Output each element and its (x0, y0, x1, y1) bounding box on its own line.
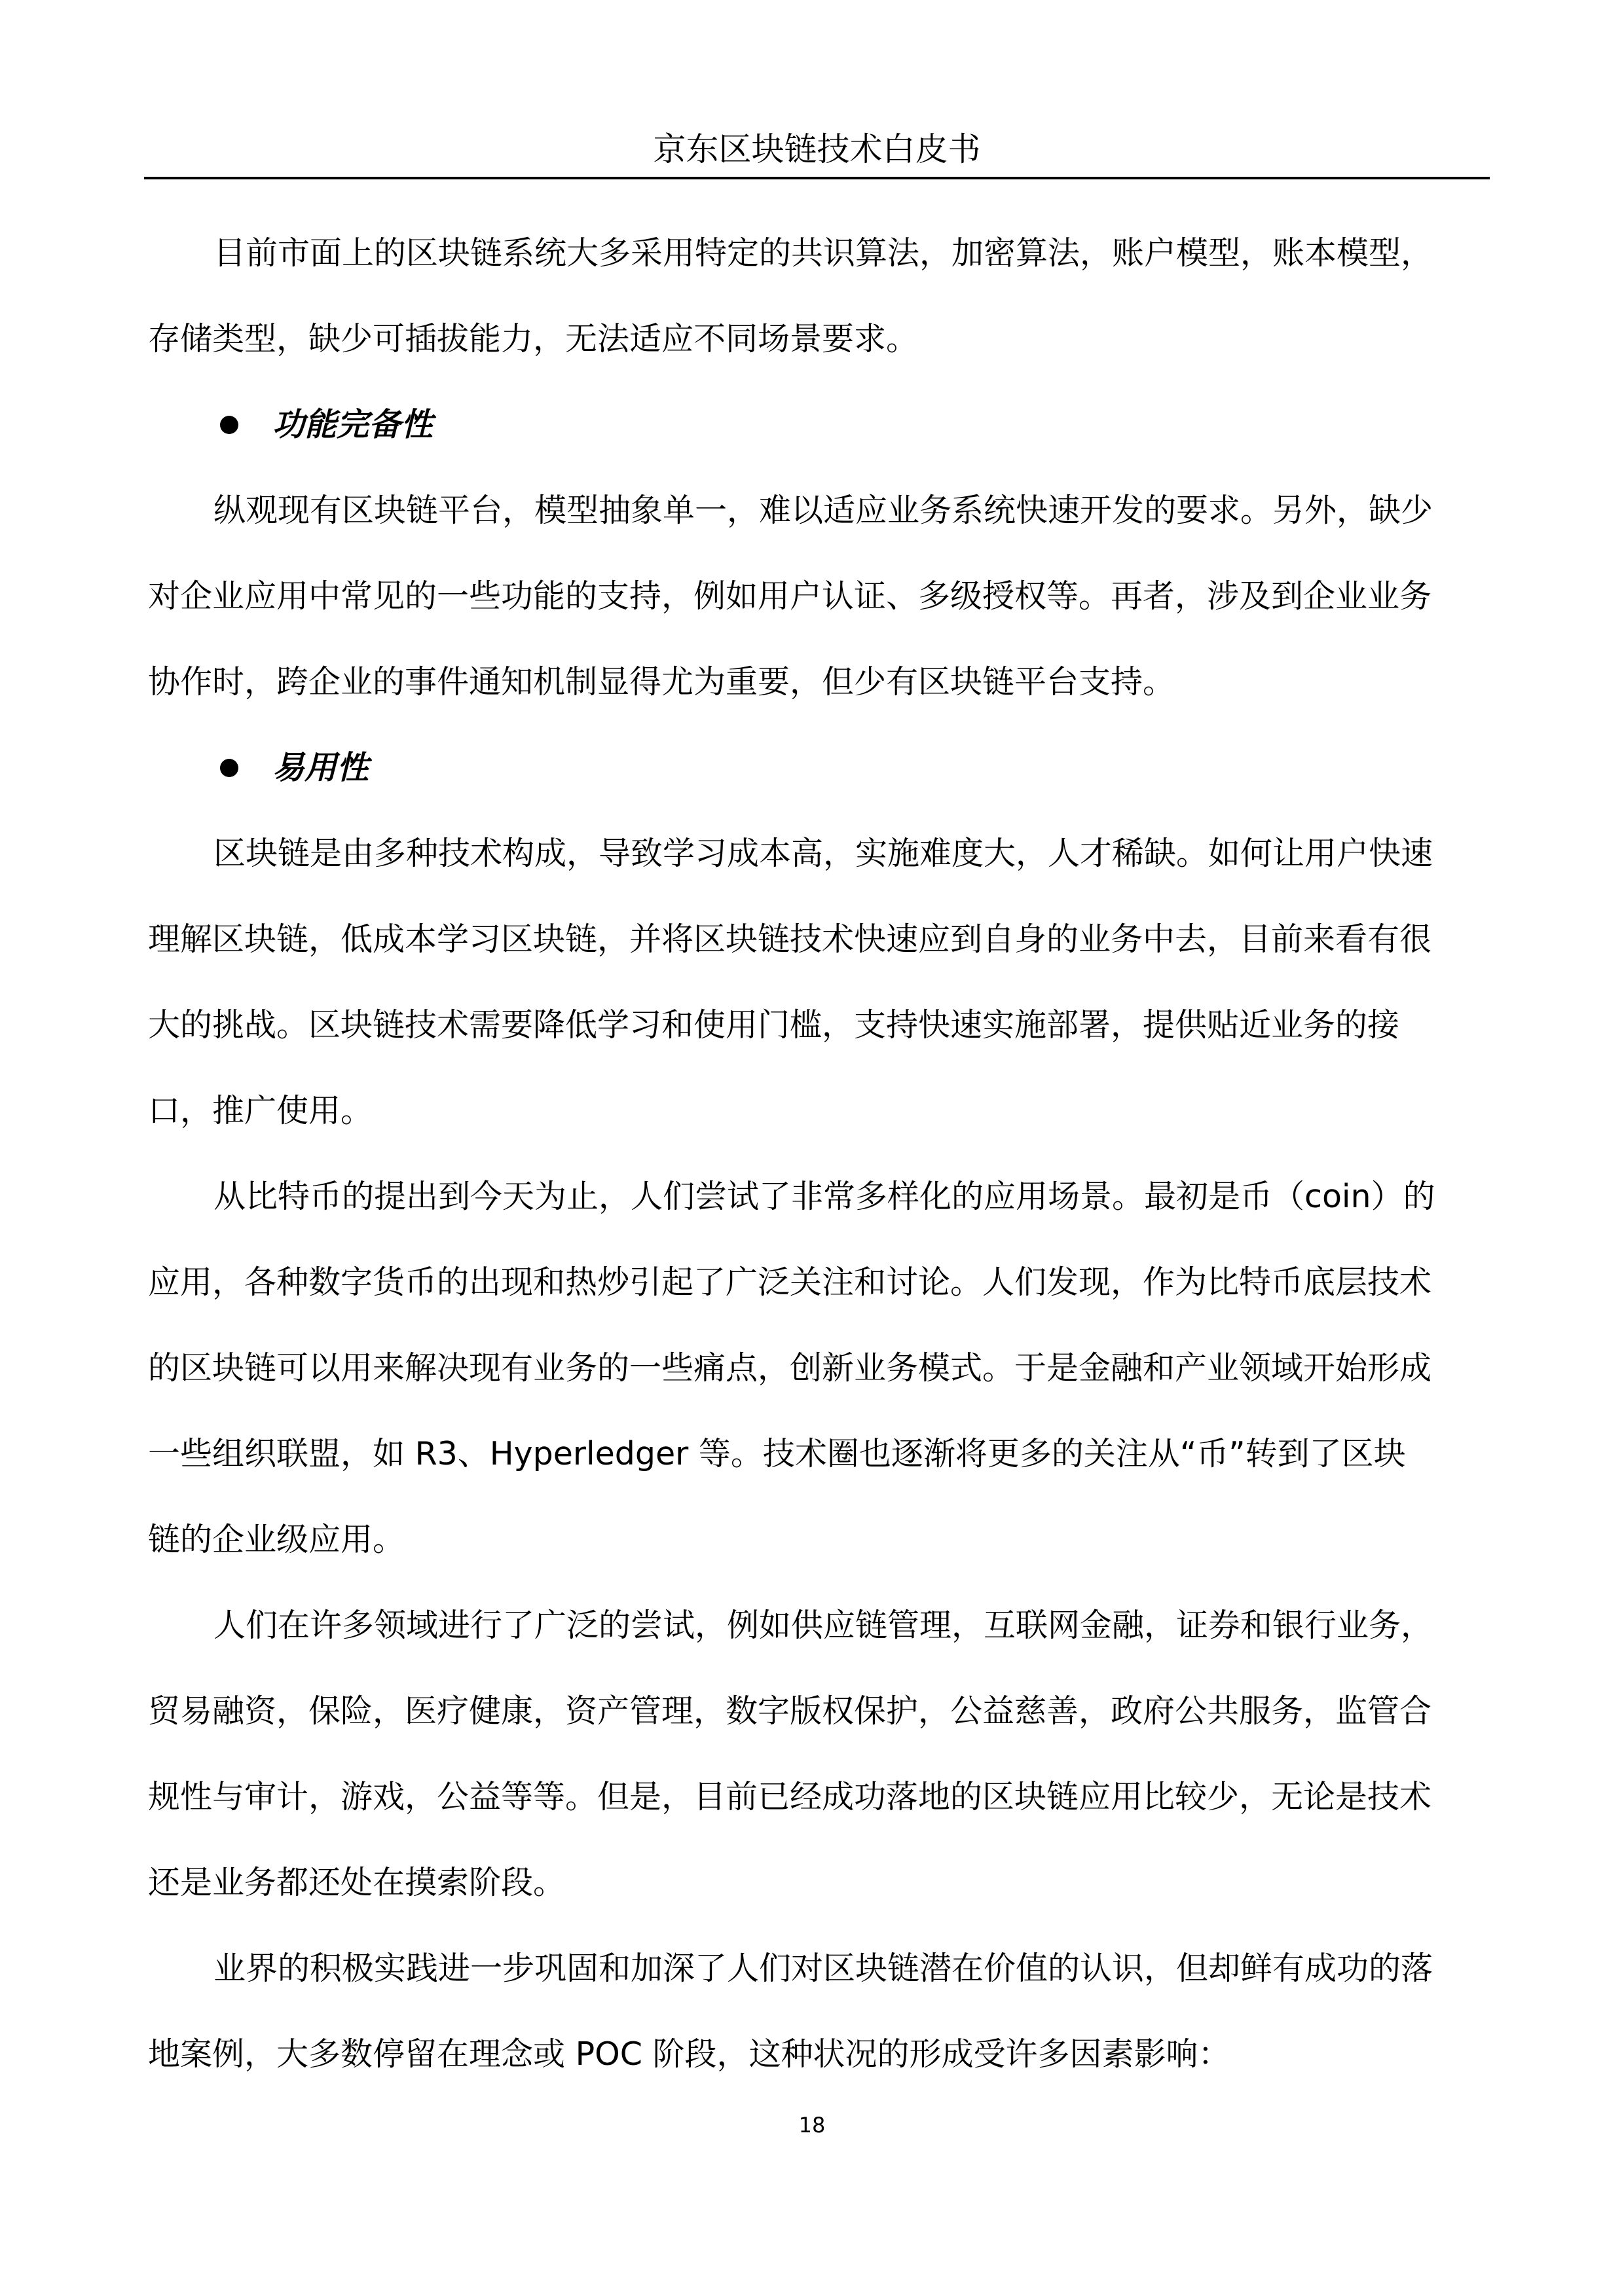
text-line: 一些组织联盟，如 R3、Hyperledger 等。技术圈也逐渐将更多的关注从“币”转到了区块 (148, 1435, 1406, 1472)
text-line: 大的挑战。区块链技术需要降低学习和使用门槛，支持快速实施部署，提供贴近业务的接 (148, 1006, 1400, 1044)
text-line: 目前市面上的区块链系统大多采用特定的共识算法，加密算法，账户模型，账本模型， (213, 234, 1433, 272)
text-line: 业界的积极实践进一步巩固和加深了人们对区块链潜在价值的认识，但却鲜有成功的落 (213, 1950, 1433, 1987)
text-line: 规性与审计，游戏，公益等等。但是，目前已经成功落地的区块链应用比较少，无论是技术 (148, 1778, 1432, 1815)
bullet-heading (148, 725, 1477, 811)
text-line: 存储类型，缺少可插拔能力，无法适应不同场景要求。 (148, 320, 919, 357)
bullet-icon (220, 416, 238, 434)
paragraph (148, 1582, 1477, 1925)
paragraph (148, 467, 1477, 725)
paragraph (148, 1154, 1477, 1582)
paragraph (148, 210, 1477, 382)
text-line: 口，推广使用。 (148, 1092, 373, 1129)
text-line: 人们在许多领域进行了广泛的尝试，例如供应链管理，互联网金融，证券和银行业务， (213, 1607, 1433, 1644)
page-number: 18 (798, 2113, 826, 2138)
text-line: 应用，各种数字货币的出现和热炒引起了广泛关注和讨论。人们发现，作为比特币底层技术 (148, 1264, 1432, 1301)
text-line: 区块链是由多种技术构成，导致学习成本高，实施难度大，人才稀缺。如何让用户快速 (213, 835, 1433, 872)
paragraph (148, 811, 1477, 1154)
text-line: 纵观现有区块链平台，模型抽象单一，难以适应业务系统快速开发的要求。另外，缺少 (213, 492, 1433, 529)
text-line: 的区块链可以用来解决现有业务的一些痛点，创新业务模式。于是金融和产业领域开始形成 (148, 1349, 1432, 1387)
page-header (144, 122, 1490, 179)
document-title: 京东区块链技术白皮书 (653, 130, 981, 168)
text-line: 地案例，大多数停留在理念或 POC 阶段，这种状况的形成受许多因素影响： (148, 2035, 1230, 2073)
text-line: 对企业应用中常见的一些功能的支持，例如用户认证、多级授权等。再者，涉及到企业业务 (148, 577, 1432, 615)
bullet-heading (148, 382, 1477, 467)
bullet-icon (220, 759, 238, 777)
text-line: 理解区块链，低成本学习区块链，并将区块链技术快速应到自身的业务中去，目前来看有很 (148, 920, 1432, 958)
text-line: 从比特币的提出到今天为止，人们尝试了非常多样化的应用场景。最初是币（coin）的 (213, 1178, 1435, 1215)
text-line: 还是业务都还处在摸索阶段。 (148, 1864, 566, 1901)
text-line: 链的企业级应用。 (148, 1521, 405, 1558)
text-line: 贸易融资，保险，医疗健康，资产管理，数字版权保护，公益慈善，政府公共服务，监管合 (148, 1692, 1432, 1730)
bullet-heading-label: 功能完备性 (272, 406, 434, 443)
document-body (148, 210, 1477, 2097)
text-line: 协作时，跨企业的事件通知机制显得尤为重要，但少有区块链平台支持。 (148, 663, 1175, 701)
bullet-heading-label: 易用性 (272, 749, 369, 786)
paragraph (148, 1925, 1477, 2097)
